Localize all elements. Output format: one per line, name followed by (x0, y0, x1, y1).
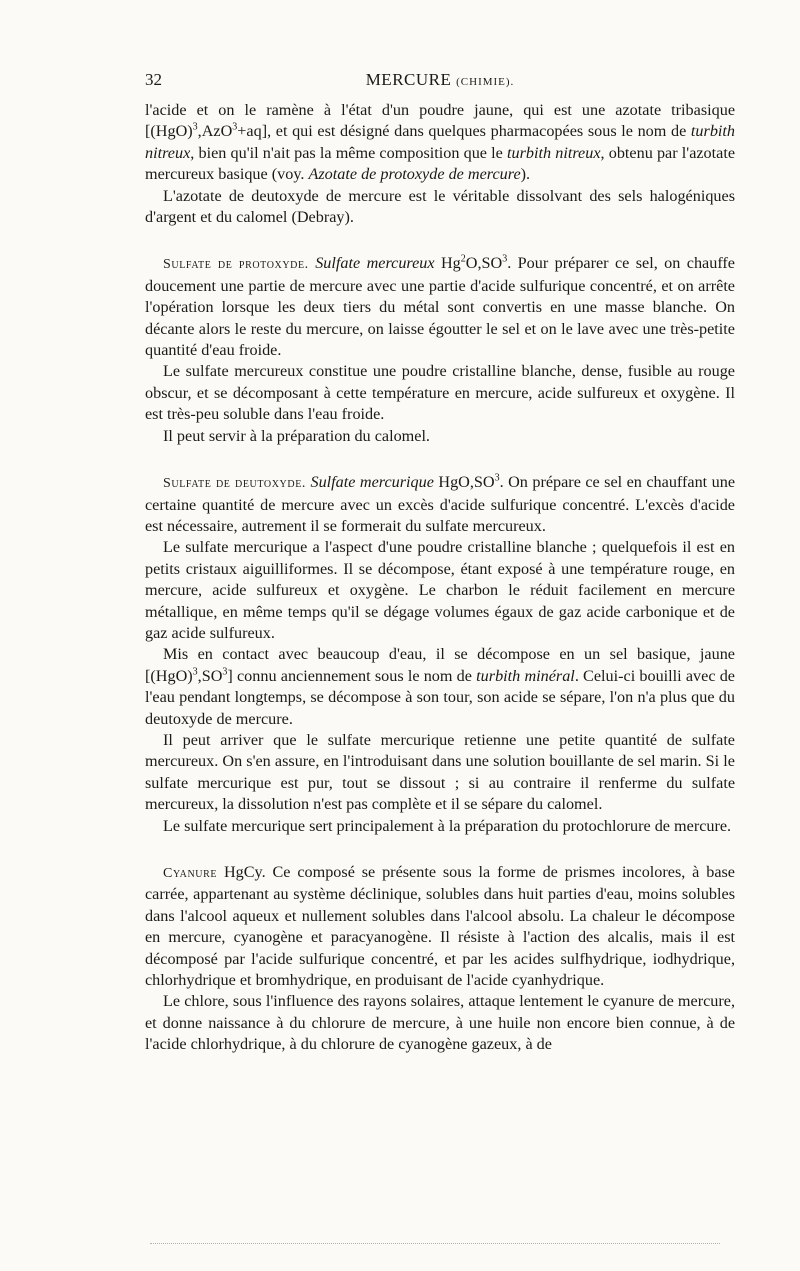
italic-term: turbith nitreux (145, 122, 735, 162)
superscript: 3 (222, 666, 228, 678)
text-run: . On prépare ce sel en chauffant une certaine quantité de mercure avec un excès d'acide sulfurique concentré. L'excès d'acide est nécessaire, autrement il se formerait du sulfate mercureux. (145, 473, 736, 535)
paragraph: Le sulfate mercurique a l'aspect d'une poudre cristalline blanche ; quelquefois il est en petits cristaux aiguilliformes. Il se décompose, étant exposé à une température rouge, en mercure, acide sulfureux et oxygène. Le charbon le réduit facilement en mercure métallique, en même temps qu'il se dégage volumes égaux de gaz acide carbonique et de gaz acide sulfureux. (145, 538, 735, 642)
compound-name: Sulfate mercureux (315, 254, 435, 273)
superscript: 3 (192, 666, 198, 678)
formula-part: HgO,SO (433, 473, 495, 492)
section-gap (145, 447, 735, 472)
text-run: ). (520, 165, 531, 184)
section-heading: Sulfate de protoxyde. (163, 257, 309, 273)
text-run: ,AzO (197, 122, 233, 141)
text-run: l'acide et on le ramène à l'état d'un poudre jaune, qui est une azotate tribasique [(HgO) (145, 101, 735, 141)
section-sulfate-deutoxyde (145, 472, 735, 537)
text-run: . Celui-ci bouilli avec de l'eau pendant longtemps, se décompose à son tour, son acide se sépare, l'on n'a plus que du deutoxyde de mercure. (145, 666, 735, 728)
section-gap (145, 228, 735, 253)
text-run: , bien qu'il n'ait pas la même composition que le (190, 143, 508, 162)
italic-term: turbith minéral (476, 666, 575, 685)
section-heading: Cyanure (163, 866, 218, 881)
section-gap (145, 837, 735, 862)
formula-part: HgCy. (217, 863, 266, 881)
superscript: 2 (460, 254, 466, 266)
text-run: Ce composé se présente sous la forme de prismes incolores, à base carrée, appartenant au système déclinique, solubles dans huit parties d'eau, moins solubles dans l'alcool aqueux et nullement solubles dans l'alcool absolu. La chaleur le décompose en mercure, cyanogène et paracyanogène. Il résiste à l'action des alcalis, mais il est décomposé par l'acide sulfurique concentré, et par les acides sulfhydrique, iodhydrique, chlorhydrique et bromhydrique, en produisant de l'acide cyanhydrique. (145, 863, 735, 990)
formula-part: Hg (434, 254, 461, 273)
text-run: ] connu anciennement sous le nom de (227, 666, 477, 685)
text-run: ,SO (197, 666, 223, 685)
paragraph-turbith-mineral (145, 644, 735, 730)
paragraph: Il peut servir à la préparation du calomel. (163, 426, 430, 445)
text-run: +aq], et qui est désigné dans quelques pharmacopées sous le nom de (237, 122, 691, 141)
running-title (145, 70, 735, 90)
page-number: 32 (145, 70, 162, 89)
paragraph-azotate-deutoxyde: L'azotate de deutoxyde de mercure est le véritable dissolvant des sels halogéniques d'argent et du calomel (Debray). (145, 186, 735, 227)
paragraph: Le sulfate mercureux constitue une poudre cristalline blanche, dense, fusible au rouge obscur, et se décomposant à cette température en mercure, acide sulfureux et oxygène. Il est très-peu soluble dans l'eau froide. (145, 362, 735, 424)
text-run: , obtenu par l'azotate mercureux basique (voy. (145, 143, 736, 184)
text-run: Mis en contact avec beaucoup d'eau, il se décompose en un sel basique, jaune [(HgO) (145, 645, 735, 685)
page-body (145, 100, 735, 1056)
paragraph-turbith-nitreux (145, 100, 735, 186)
formula-part: O,SO (465, 254, 503, 273)
section-cyanure (145, 862, 735, 991)
section-heading: Sulfate de deutoxyde. (163, 476, 306, 492)
italic-term: turbith nitreux (507, 143, 601, 162)
compound-name: Sulfate mercurique (310, 473, 434, 492)
text-run: . Pour préparer ce sel, on chauffe doucement une partie de mercure avec une partie d'acide sulfurique concentré, et on arrête l'opération lorsque les deux tiers du métal sont convertis en une masse blanche. On décante alors le reste du mercure, on laisse égoutter le sel et on le lave avec une très-petite quantité d'eau froide. (145, 254, 735, 360)
italic-cross-reference: Azotate de protoxyde de mercure (308, 165, 521, 184)
superscript: 3 (494, 472, 500, 484)
running-title-main: MERCURE (365, 70, 452, 89)
superscript: 3 (232, 122, 238, 134)
paragraph: Il peut arriver que le sulfate mercurique retienne une petite quantité de sulfate mercureux. On s'en assure, en l'introduisant dans une solution bouillante de sel marin. Si le sulfate mercurique est pur, tout se dissout ; si au contraire il renferme du sulfate mercureux, la dissolution n'est pas complète et il se sépare du calomel. (145, 730, 735, 814)
section-sulfate-protoxyde (145, 253, 735, 361)
paragraph: Le sulfate mercurique sert principalement à la préparation du protochlorure de mercure. (163, 816, 732, 835)
superscript: 3 (502, 254, 508, 266)
running-header (145, 70, 735, 94)
running-title-subject: (CHIMIE). (456, 76, 515, 88)
superscript: 3 (192, 122, 198, 134)
paragraph: Le chlore, sous l'influence des rayons solaires, attaque lentement le cyanure de mercure, et donne naissance à du chlorure de mercure, à une huile non encore bien connue, à de l'acide chlorhydrique, à du chlorure de cyanogène gazeux, à de (145, 992, 735, 1054)
bottom-dotted-rule (150, 1243, 720, 1244)
